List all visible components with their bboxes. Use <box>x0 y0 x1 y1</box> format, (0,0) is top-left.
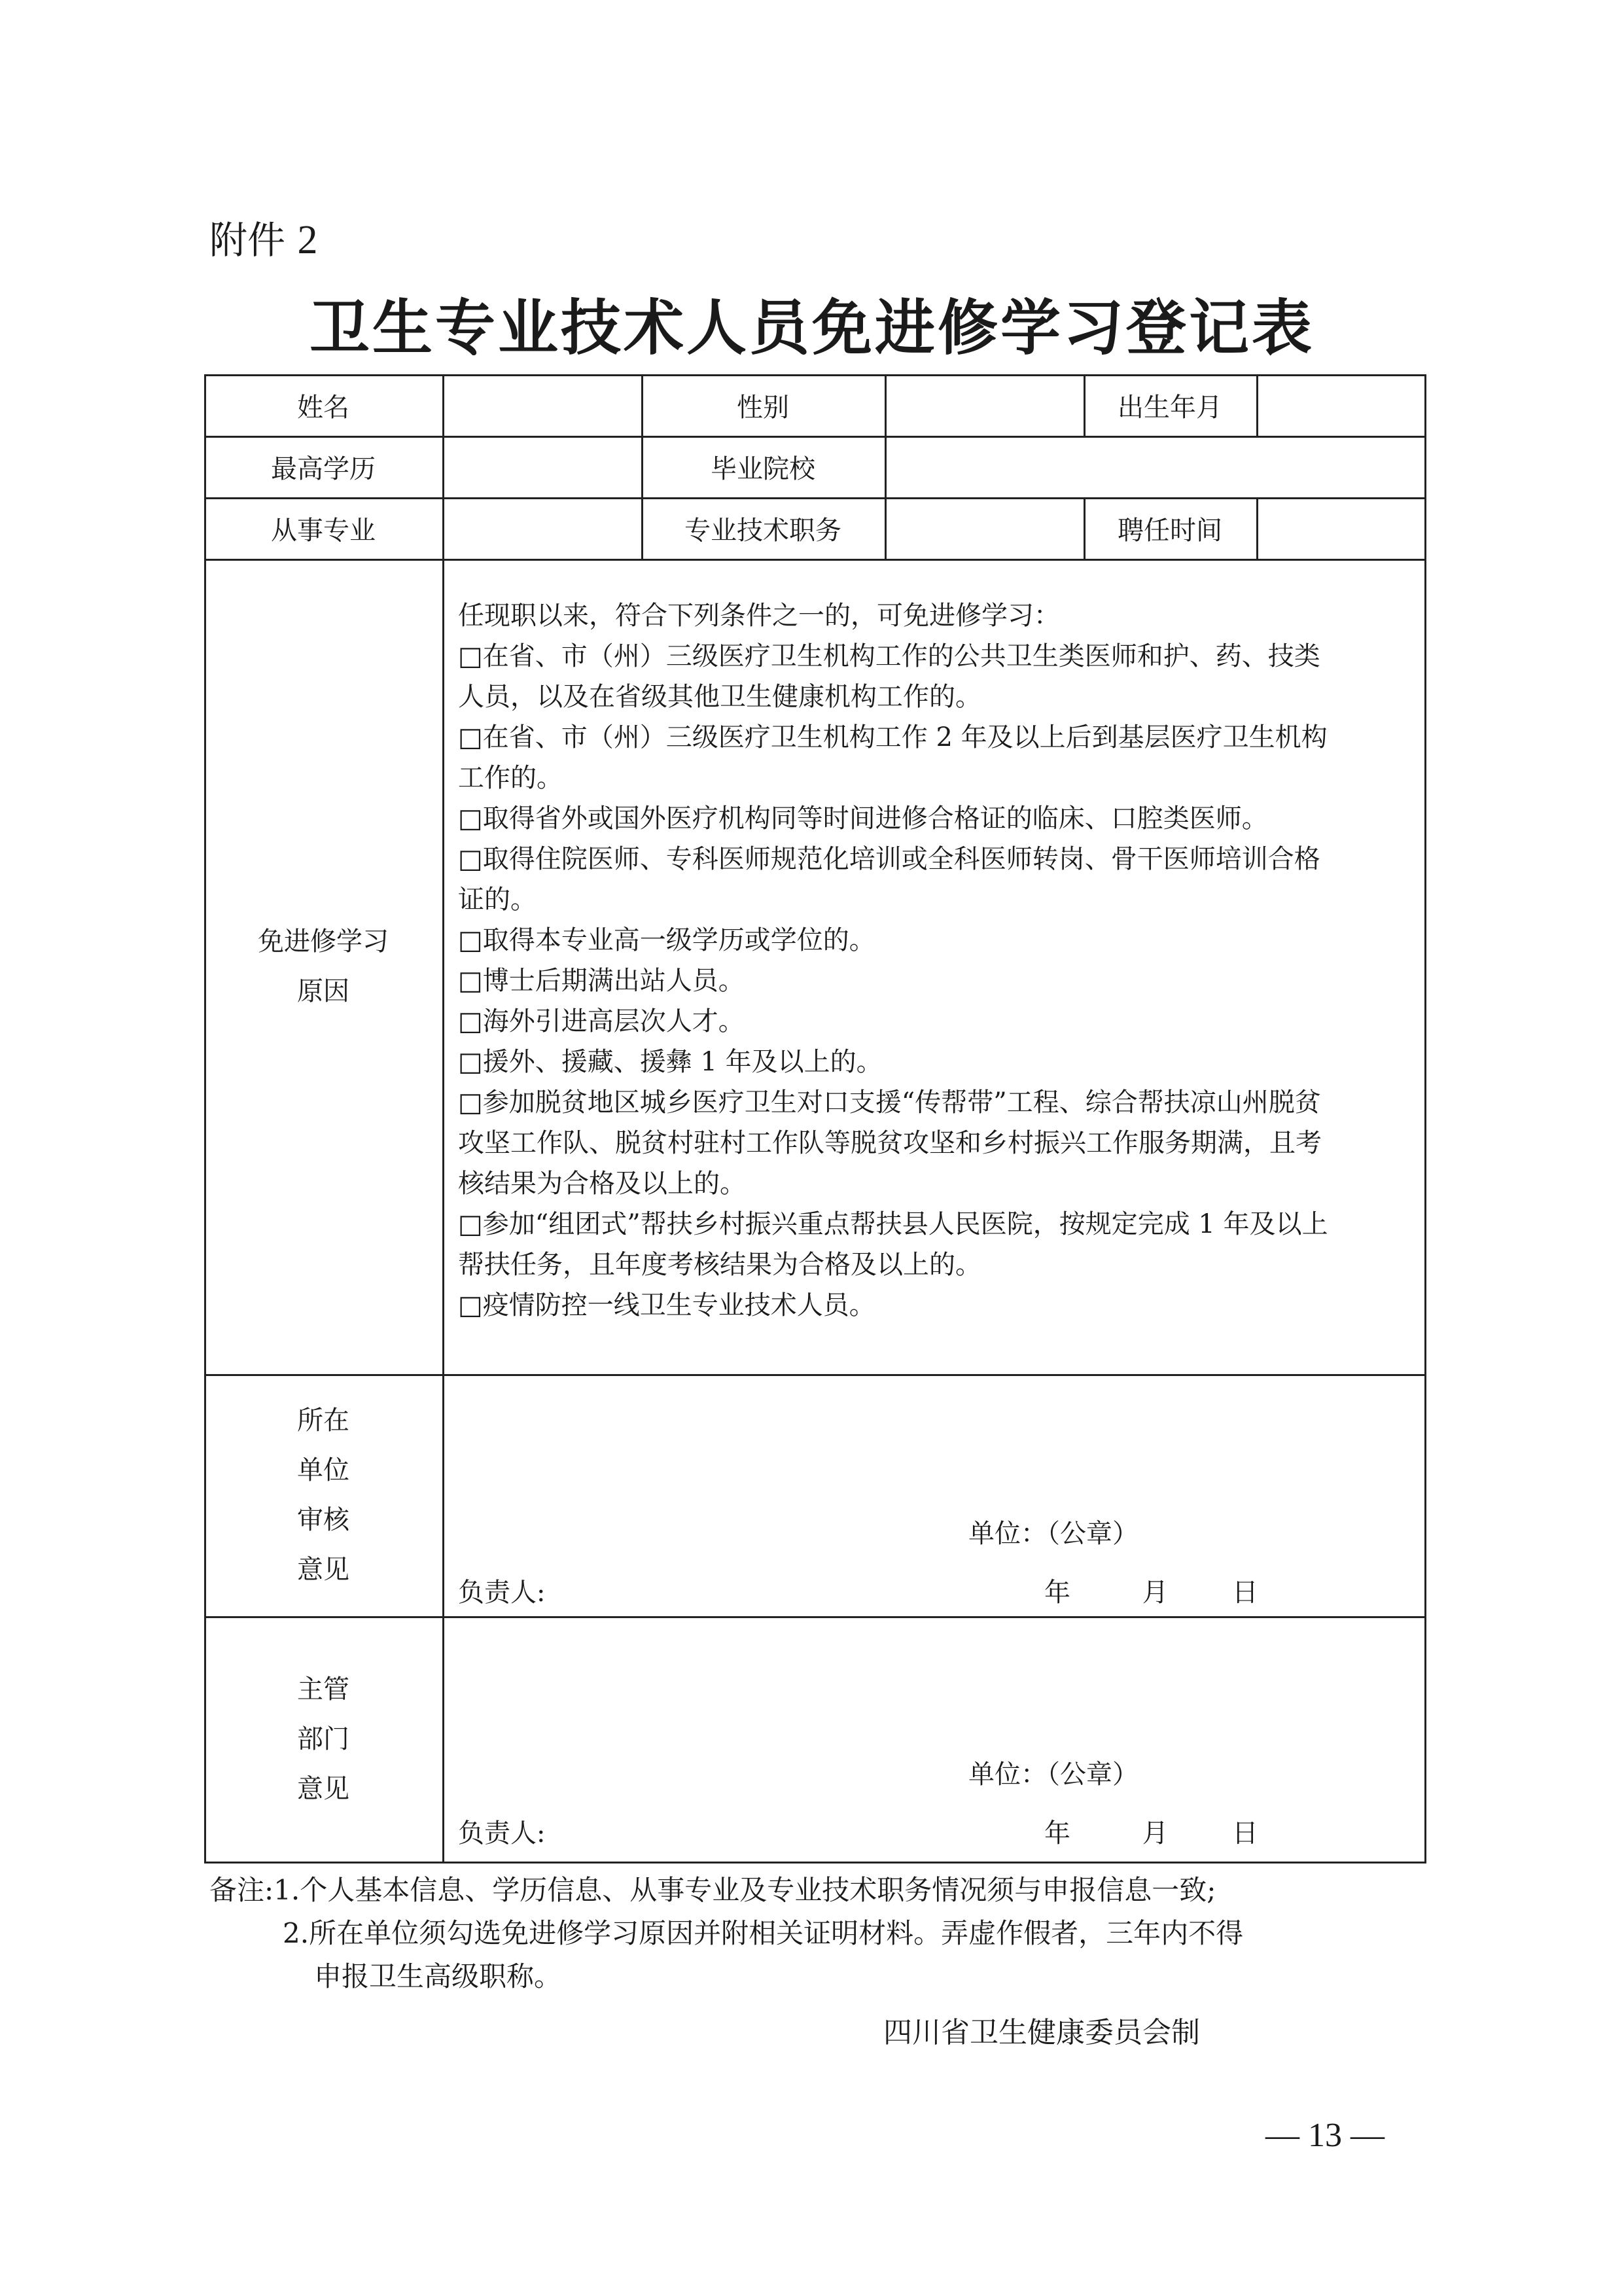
label-line: 所在 <box>297 1405 349 1436</box>
school-field[interactable] <box>885 436 1424 497</box>
label-line: 免进修学习 <box>258 927 389 957</box>
gender-label: 性别 <box>737 392 789 423</box>
major-label: 从事专业 <box>271 515 376 546</box>
label-line: 意见 <box>297 1555 349 1585</box>
reason-item[interactable]: □参加“组团式”帮扶乡村振兴重点帮扶县人民医院，按规定完成 1 年及以上 帮扶任务，且年度考核结果为合格及以上的。 <box>458 1209 1328 1280</box>
reason-item[interactable]: □在省、市（州）三级医疗卫生机构工作 2 年及以上后到基层医疗卫生机构 工作的。 <box>458 722 1328 793</box>
reason-item[interactable]: □取得住院医师、专科医师规范化培训或全科医师转岗、骨干医师培训合格 证的。 <box>458 844 1320 915</box>
dept-review-date: 年 月 日 <box>1044 1818 1258 1848</box>
label-line: 原因 <box>297 976 349 1006</box>
unit-review-label <box>204 1374 442 1616</box>
attachment-prefix: 附件 <box>209 218 286 262</box>
reason-intro: 任现职以来，符合下列条件之一的，可免进修学习： <box>458 601 1060 631</box>
birth-date-label: 出生年月 <box>1118 392 1222 423</box>
name-field[interactable] <box>442 374 641 436</box>
dept-review-label <box>204 1616 442 1862</box>
reason-item[interactable]: □疫情防控一线卫生专业技术人员。 <box>458 1290 875 1320</box>
attachment-label <box>209 209 317 264</box>
notes <box>209 1869 1243 1998</box>
unit-review-date: 年 月 日 <box>1044 1578 1258 1608</box>
exemption-reason-list <box>458 595 1413 1326</box>
exemption-reason-label <box>204 559 442 1374</box>
major-field[interactable] <box>442 497 641 559</box>
table-border-bottom <box>204 1862 1426 1863</box>
col-divider <box>442 374 444 1863</box>
attachment-number: 2 <box>297 218 318 262</box>
education-label: 最高学历 <box>271 453 376 484</box>
note-line-1: 备注:1.个人基本信息、学历信息、从事专业及专业技术职务情况须与申报信息一致; <box>209 1874 1216 1906</box>
table-border-right <box>1424 374 1426 1863</box>
reason-item[interactable]: □援外、援藏、援彝 1 年及以上的。 <box>458 1047 883 1077</box>
label-line: 部门 <box>297 1723 349 1754</box>
label-line: 审核 <box>297 1505 349 1535</box>
label-line: 主管 <box>297 1674 349 1704</box>
professional-title-field[interactable] <box>885 497 1084 559</box>
professional-title-label: 专业技术职务 <box>684 515 841 546</box>
reason-item[interactable]: □博士后期满出站人员。 <box>458 966 745 996</box>
reason-item[interactable]: □取得省外或国外医疗机构同等时间进修合格证的临床、口腔类医师。 <box>458 804 1268 834</box>
dept-seal-label: 单位：（公章） <box>968 1759 1139 1790</box>
gender-field[interactable] <box>885 374 1084 436</box>
issuer: 四川省卫生健康委员会制 <box>883 2016 1200 2049</box>
note-line-2: 2.所在单位须勾选免进修学习原因并附相关证明材料。弄虚作假者，三年内不得 <box>283 1917 1244 1949</box>
name-label: 姓名 <box>297 392 349 423</box>
birth-date-field[interactable] <box>1256 374 1424 436</box>
reason-item[interactable]: □海外引进高层次人才。 <box>458 1006 745 1036</box>
note-line-3: 申报卫生高级职称。 <box>314 1960 562 1992</box>
unit-seal-label: 单位：（公章） <box>968 1519 1139 1549</box>
label-line: 单位 <box>297 1455 349 1485</box>
page-number: — 13 — <box>1265 2117 1385 2154</box>
reason-item[interactable]: □在省、市（州）三级医疗卫生机构工作的公共卫生类医师和护、药、技类 人员，以及在省级其他卫生健康机构工作的。 <box>458 641 1320 712</box>
school-label: 毕业院校 <box>711 453 815 484</box>
education-field[interactable] <box>442 436 641 497</box>
reason-item[interactable]: □取得本专业高一级学历或学位的。 <box>458 925 875 955</box>
dept-signer-label: 负责人: <box>458 1818 546 1848</box>
form-title: 卫生专业技术人员免进修学习登记表 <box>309 292 1315 363</box>
unit-signer-label: 负责人: <box>458 1578 546 1608</box>
reason-item[interactable]: □参加脱贫地区城乡医疗卫生对口支援“传帮带”工程、综合帮扶凉山州脱贫 攻坚工作队、脱贫村驻村工作队等脱贫攻坚和乡村振兴工作服务期满，且考 核结果为合格及以上的。 <box>458 1087 1322 1199</box>
hire-date-field[interactable] <box>1256 497 1424 559</box>
hire-date-label: 聘任时间 <box>1118 515 1222 546</box>
registration-table <box>204 374 1426 1863</box>
label-line: 意见 <box>297 1773 349 1804</box>
